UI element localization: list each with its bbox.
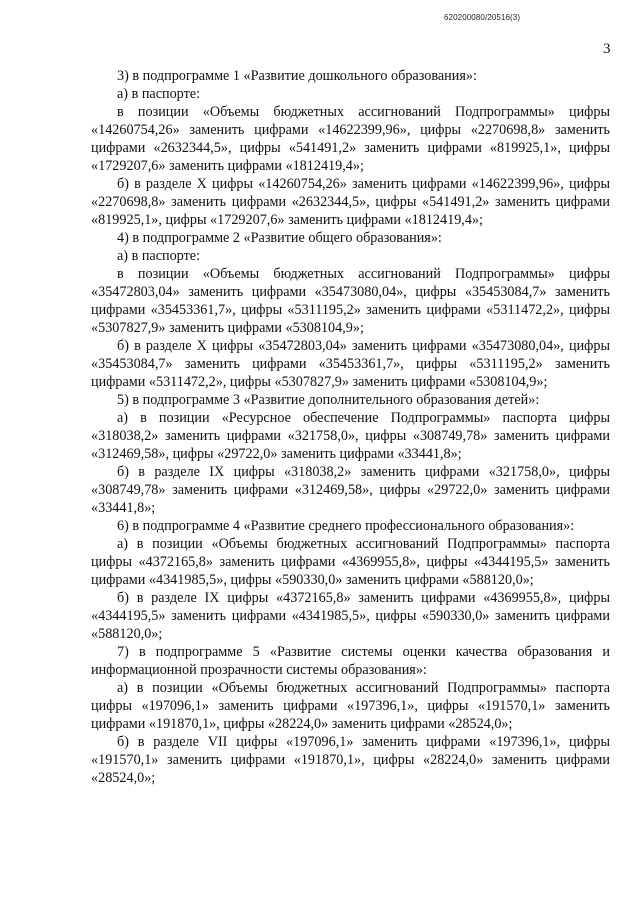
item-3a-text: в позиции «Объемы бюджетных ассигнований Подпрограммы» цифры «14260754,26» заменить цифрами «14622399,96», цифры «2270698,8» заменить цифрами «2632344,5», цифры «541491,2» заменить цифрами «819925,1», цифры «1729207,6» заменить цифрами «1812419,4»; bbox=[91, 104, 610, 174]
item-7-heading: 7) в подпрограмме 5 «Развитие системы оценки качества образования и информационной прозрачности системы образования»: bbox=[91, 644, 610, 678]
item-6a-text: а) в позиции «Объемы бюджетных ассигнований Подпрограммы» паспорта цифры «4372165,8» заменить цифрами «4369955,8», цифры «4344195,5» заменить цифрами «4341985,5», цифры «590330,0» заменить цифрами «588120,0»; bbox=[91, 536, 610, 588]
item-3-heading: 3) в подпрограмме 1 «Развитие дошкольного образования»: bbox=[117, 68, 477, 84]
item-3b-text: б) в разделе X цифры «14260754,26» заменить цифрами «14622399,96», цифры «2270698,8» заменить цифрами «2632344,5», цифры «541491,2» заменить цифрами «819925,1», цифры «1729207,6» заменить цифрами «1812419,4»; bbox=[91, 176, 610, 228]
item-4a-text: в позиции «Объемы бюджетных ассигнований Подпрограммы» цифры «35472803,04» заменить цифрами «35473080,04», цифры «35453084,7» заменить цифрами «35453361,7», цифры «5311195,2» заменить цифрами «5311472,2», цифры «5307827,9» заменить цифрами «5308104,9»; bbox=[91, 266, 610, 336]
item-5a-text: а) в позиции «Ресурсное обеспечение Подпрограммы» паспорта цифры «318038,2» заменить цифрами «321758,0», цифры «308749,78» заменить цифрами «312469,58», цифры «29722,0» заменить цифрами «33441,8»; bbox=[91, 410, 610, 462]
item-4-heading: 4) в подпрограмме 2 «Развитие общего образования»: bbox=[117, 230, 442, 246]
item-4a-heading: а) в паспорте: bbox=[117, 248, 201, 264]
item-6-heading: 6) в подпрограмме 4 «Развитие среднего профессионального образования»: bbox=[117, 518, 575, 534]
document-body bbox=[91, 67, 610, 787]
page-number: 3 bbox=[603, 41, 611, 57]
item-4b-text: б) в разделе X цифры «35472803,04» заменить цифрами «35473080,04», цифры «35453084,7» заменить цифрами «35453361,7», цифры «5311195,2» заменить цифрами «5311472,2», цифры «5307827,9» заменить цифрами «5308104,9»; bbox=[91, 338, 610, 390]
item-5b-text: б) в разделе IX цифры «318038,2» заменить цифрами «321758,0», цифры «308749,78» заменить цифрами «312469,58», цифры «29722,0» заменить цифрами «33441,8»; bbox=[91, 464, 610, 516]
item-7a-text: а) в позиции «Объемы бюджетных ассигнований Подпрограммы» паспорта цифры «197096,1» заменить цифрами «197396,1», цифры «191570,1» заменить цифрами «191870,1», цифры «28224,0» заменить цифрами «28524,0»; bbox=[91, 680, 610, 732]
item-3a-heading: а) в паспорте: bbox=[117, 86, 201, 102]
item-7b-text: б) в разделе VII цифры «197096,1» заменить цифрами «197396,1», цифры «191570,1» заменить цифрами «191870,1», цифры «28224,0» заменить цифрами «28524,0»; bbox=[91, 734, 610, 786]
item-6b-text: б) в разделе IX цифры «4372165,8» заменить цифрами «4369955,8», цифры «4344195,5» заменить цифрами «4341985,5», цифры «590330,0» заменить цифрами «588120,0»; bbox=[91, 590, 610, 642]
document-id: 620200080/20516(3) bbox=[444, 13, 521, 22]
item-5-heading: 5) в подпрограмме 3 «Развитие дополнительного образования детей»: bbox=[117, 392, 540, 408]
